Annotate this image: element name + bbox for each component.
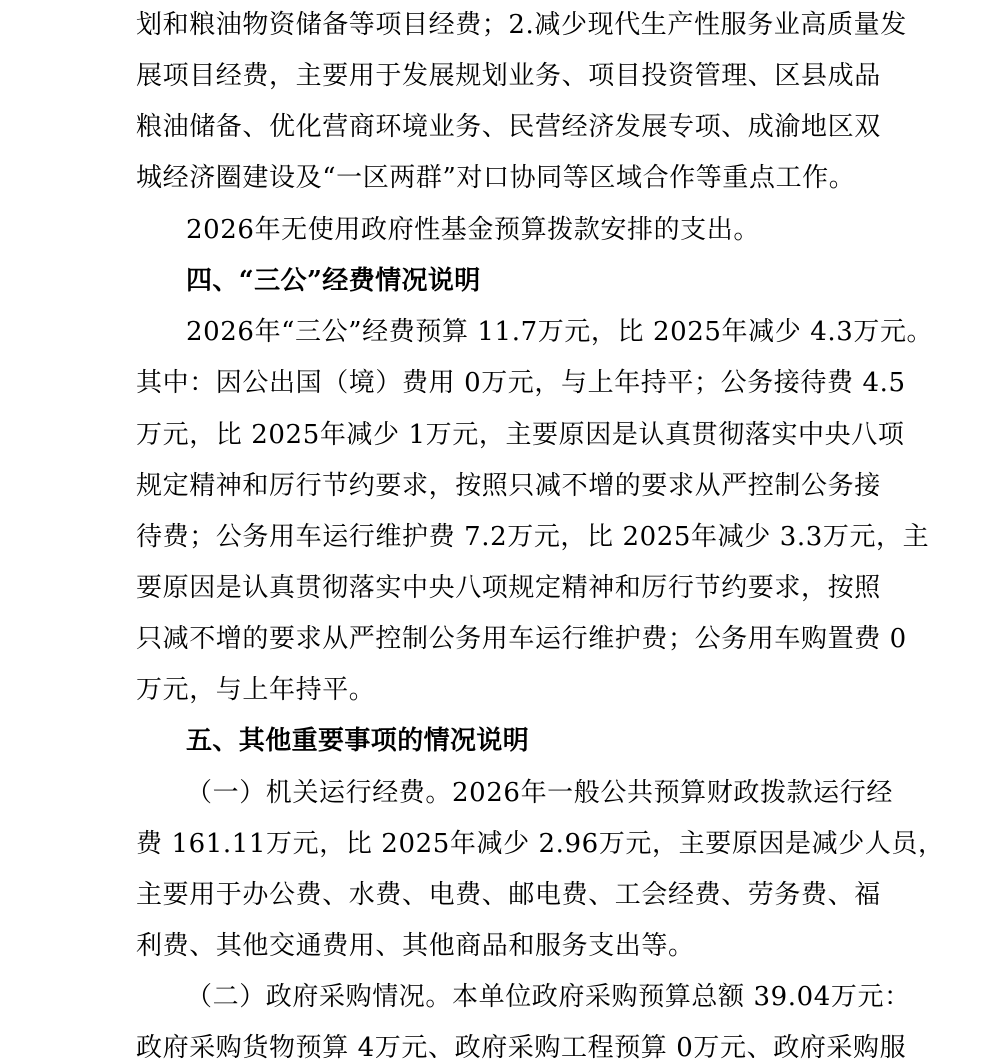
paragraph-line: 费 161.11万元，比 2025年减少 2.96万元，主要原因是减少人员， [136, 829, 945, 859]
paragraph-line: 城经济圈建设及“一区两群”对口协同等区域合作等重点工作。 [136, 163, 856, 193]
paragraph-line: 其中：因公出国（境）费用 0万元，与上年持平；公务接待费 4.5 [136, 368, 906, 398]
paragraph-line: 待费；公务用车运行维护费 7.2万元，比 2025年减少 3.3万元，主 [136, 522, 930, 552]
paragraph-line: 粮油储备、优化营商环境业务、民营经济发展专项、成渝地区双 [136, 112, 881, 142]
paragraph-line: 要原因是认真贯彻落实中央八项规定精神和厉行节约要求，按照 [136, 573, 881, 603]
paragraph-line: 主要用于办公费、水费、电费、邮电费、工会经费、劳务费、福 [136, 880, 881, 910]
paragraph-line: （二）政府采购情况。本单位政府采购预算总额 39.04万元： [186, 982, 911, 1012]
paragraph-line: 万元，比 2025年减少 1万元，主要原因是认真贯彻落实中央八项 [136, 420, 905, 450]
paragraph-line: 划和粮油物资储备等项目经费；2.减少现代生产性服务业高质量发 [136, 10, 907, 40]
paragraph-line: 2026年无使用政府性基金预算拨款安排的支出。 [186, 215, 760, 245]
paragraph-line: 2026年“三公”经费预算 11.7万元，比 2025年减少 4.3万元。 [186, 317, 934, 347]
paragraph-line: 利费、其他交通费用、其他商品和服务支出等。 [136, 931, 695, 961]
paragraph-line: 展项目经费，主要用于发展规划业务、项目投资管理、区县成品 [136, 61, 881, 91]
paragraph-line: 规定精神和厉行节约要求，按照只减不增的要求从严控制公务接 [136, 471, 881, 501]
paragraph-line: 万元，与上年持平。 [136, 675, 376, 705]
paragraph-line: 政府采购货物预算 4万元、政府采购工程预算 0万元、政府采购服 [136, 1033, 907, 1061]
paragraph-line: 只减不增的要求从严控制公务用车运行维护费；公务用车购置费 0 [136, 624, 907, 654]
section-heading-other-matters: 五、其他重要事项的情况说明 [186, 726, 530, 756]
section-heading-three-public: 四、“三公”经费情况说明 [186, 266, 481, 296]
paragraph-line: （一）机关运行经费。2026年一般公共预算财政拨款运行经 [186, 778, 893, 808]
